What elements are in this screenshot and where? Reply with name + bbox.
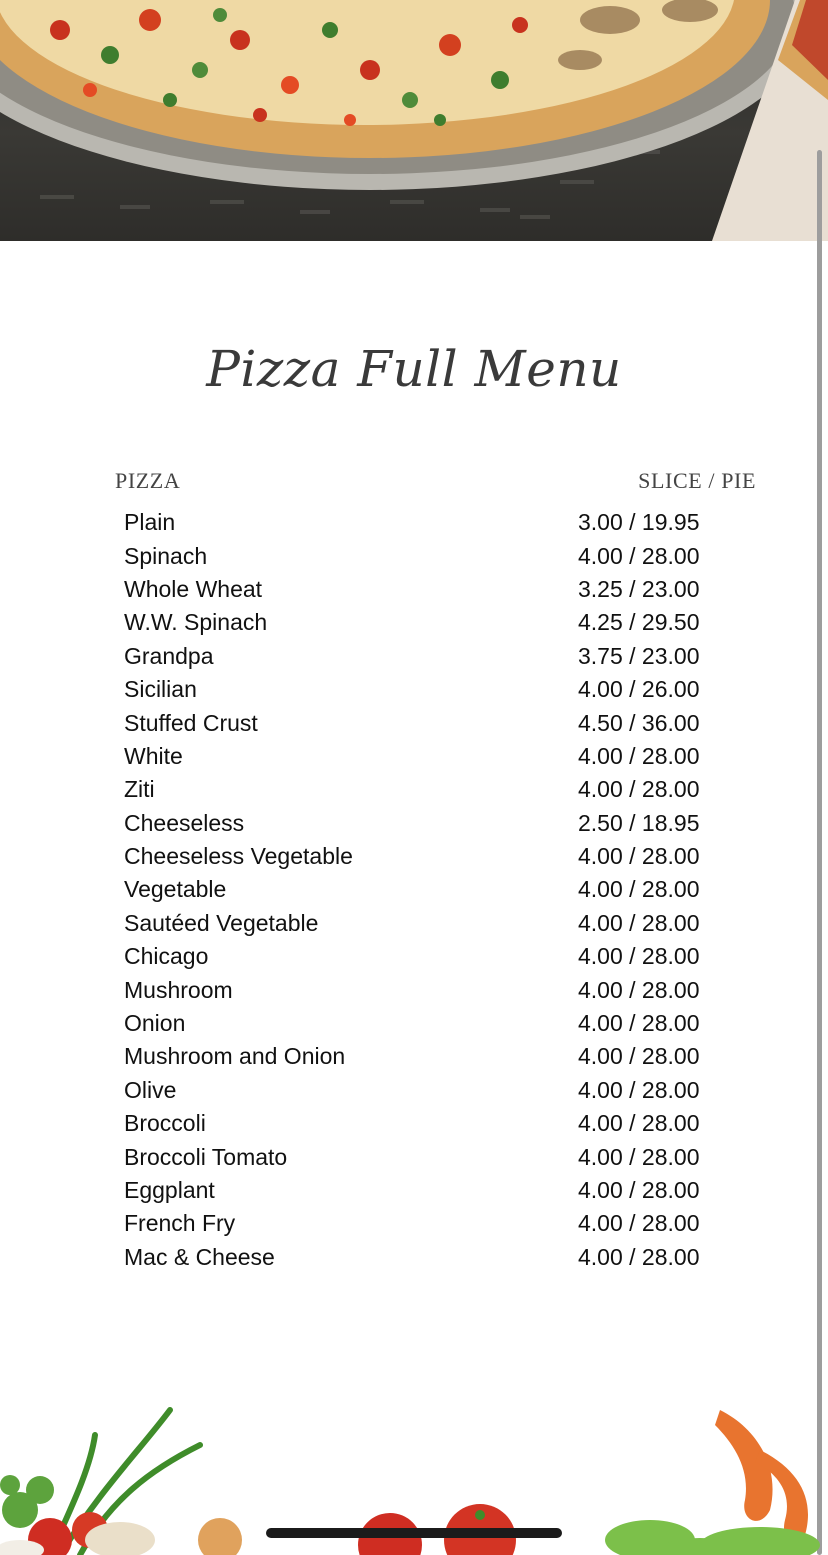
menu-item-name: White xyxy=(124,742,183,769)
menu-item-name: Cheeseless xyxy=(124,809,245,836)
home-indicator[interactable] xyxy=(266,1528,562,1538)
menu-item-name: W.W. Spinach xyxy=(124,609,268,636)
menu-item-price: 4.00 / 28.00 xyxy=(578,1076,700,1103)
menu-item-price: 4.00 / 28.00 xyxy=(578,976,700,1003)
pizza-column-header: PIZZA xyxy=(115,468,181,493)
menu-item-name: Mac & Cheese xyxy=(124,1243,275,1270)
menu-item-price: 4.00 / 28.00 xyxy=(578,776,700,803)
menu-item xyxy=(124,1074,704,1107)
menu-item-price: 4.00 / 28.00 xyxy=(578,1210,700,1237)
menu-item-name: Spinach xyxy=(124,542,208,569)
menu-item xyxy=(124,840,704,873)
menu-item xyxy=(124,1107,704,1140)
menu-item-name: Eggplant xyxy=(124,1177,215,1203)
menu-item-name: Vegetable xyxy=(124,876,227,903)
menu-item-price: 4.00 / 28.00 xyxy=(578,1143,700,1170)
menu-item-name: Sicilian xyxy=(124,676,197,703)
menu-item-name: Ziti xyxy=(124,776,155,803)
menu-item xyxy=(124,873,704,906)
menu-item xyxy=(124,940,704,973)
menu-item-name: Mushroom xyxy=(124,976,233,1003)
menu-item-name: Cheeseless Vegetable xyxy=(124,843,353,870)
menu-list xyxy=(124,506,704,1274)
menu-item-price: 4.00 / 28.00 xyxy=(578,909,700,936)
menu-item xyxy=(124,573,704,606)
menu-item-price: 2.50 / 18.95 xyxy=(578,809,700,836)
menu-item xyxy=(124,1007,704,1040)
menu-item xyxy=(124,773,704,806)
menu-item xyxy=(124,706,704,739)
menu-item-price: 4.00 / 26.00 xyxy=(578,676,700,703)
menu-item-price: 4.00 / 28.00 xyxy=(578,1043,700,1070)
menu-item-price: 4.00 / 28.00 xyxy=(578,742,700,769)
menu-item xyxy=(124,740,704,773)
menu-item xyxy=(124,506,704,539)
menu-item xyxy=(124,1174,704,1207)
menu-item-price: 4.00 / 28.00 xyxy=(578,1243,700,1270)
menu-item xyxy=(124,907,704,940)
menu-item-price: 3.75 / 23.00 xyxy=(578,642,700,669)
menu-item xyxy=(124,973,704,1006)
menu-item-name: Broccoli xyxy=(124,1110,206,1137)
menu-item xyxy=(124,673,704,706)
menu-item xyxy=(124,807,704,840)
menu-item-price: 4.00 / 28.00 xyxy=(578,542,700,569)
menu-item-name: Stuffed Crust xyxy=(124,709,258,736)
menu-item-name: Onion xyxy=(124,1010,186,1037)
menu-item xyxy=(124,1241,704,1274)
menu-item xyxy=(124,1140,704,1173)
menu-item xyxy=(124,606,704,639)
menu-item-name: Whole Wheat xyxy=(124,575,263,602)
menu-item-name: Grandpa xyxy=(124,642,214,669)
menu-item-name: Sautéed Vegetable xyxy=(124,909,319,936)
menu-item-price: 4.50 / 36.00 xyxy=(578,709,700,736)
menu-item-price: 3.25 / 23.00 xyxy=(578,575,700,602)
menu-item-name: Plain xyxy=(124,509,176,536)
menu-item-name: Olive xyxy=(124,1076,177,1103)
menu-item-price: 4.00 / 28.00 xyxy=(578,1110,700,1137)
menu-item-price: 4.25 / 29.50 xyxy=(578,609,700,636)
menu-item-name: Mushroom and Onion xyxy=(124,1043,346,1070)
menu-item xyxy=(124,1040,704,1073)
menu-item-name: French Fry xyxy=(124,1210,236,1237)
menu-item-price: 4.00 / 28.00 xyxy=(578,1010,700,1037)
menu-item-name: Chicago xyxy=(124,943,209,970)
menu-item xyxy=(124,640,704,673)
menu-item-name: Broccoli Tomato xyxy=(124,1143,288,1170)
price-column-header: SLICE / PIE xyxy=(638,468,756,493)
menu-item-price: 4.00 / 28.00 xyxy=(578,843,700,870)
menu-item-price: 4.00 / 28.00 xyxy=(578,943,700,970)
menu-item-price: 3.00 / 19.95 xyxy=(578,509,700,536)
menu-item-price: 4.00 / 28.00 xyxy=(578,876,700,903)
menu-item-price: 4.00 / 28.00 xyxy=(578,1177,700,1203)
hero-pizza-image xyxy=(0,0,828,241)
menu-item xyxy=(124,1207,704,1240)
page-title: Pizza Full Menu xyxy=(206,340,622,398)
menu-item xyxy=(124,539,704,572)
